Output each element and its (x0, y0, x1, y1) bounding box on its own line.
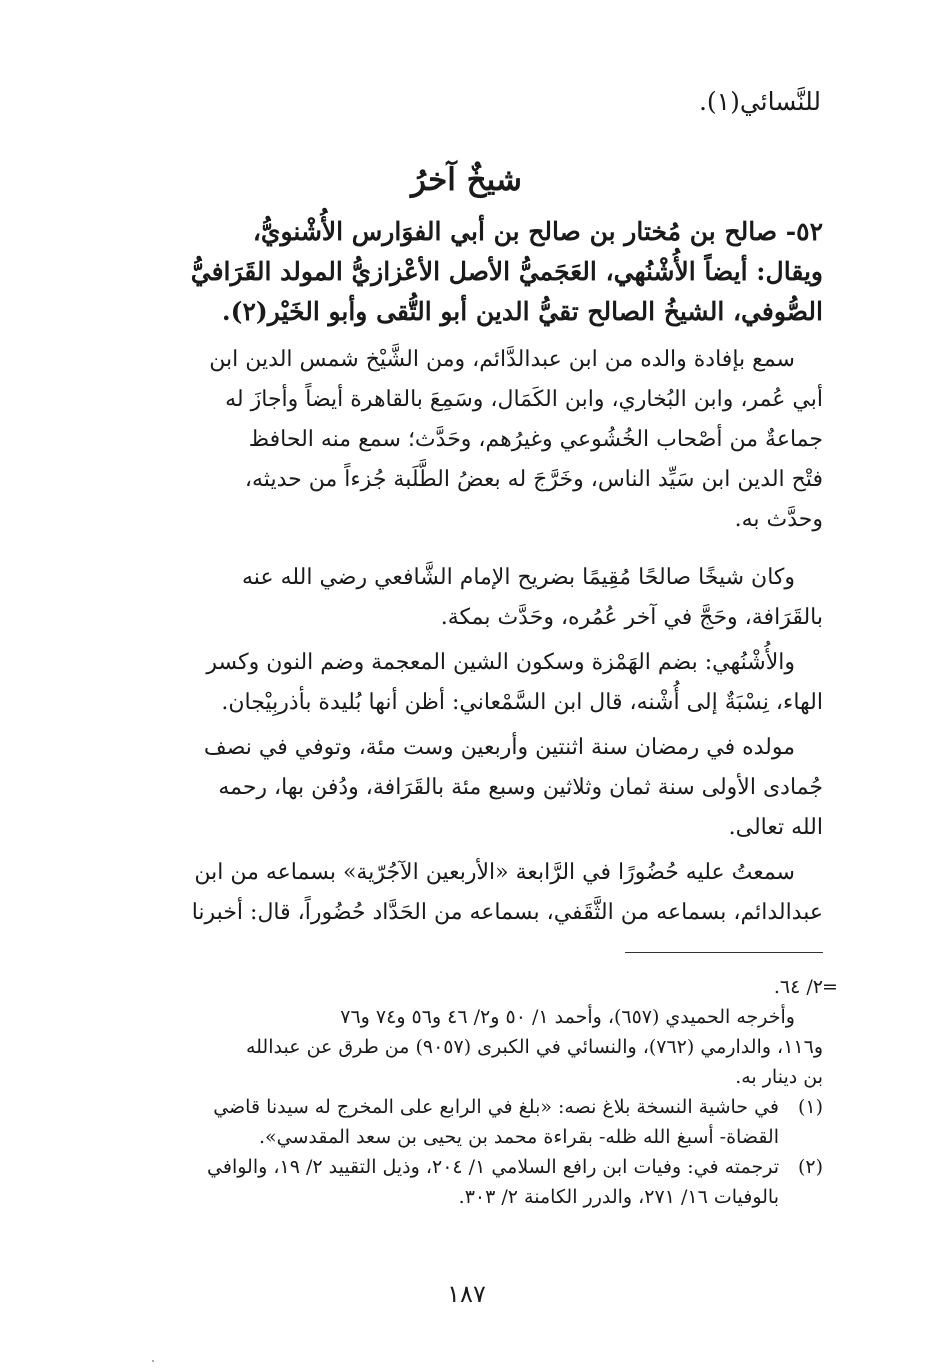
paragraph-5 (111, 853, 823, 933)
scan-speck (152, 1360, 154, 1362)
section-heading: شيخٌ آخرُ (410, 162, 522, 198)
text-line: سمعتُ عليه حُضُورًا في الرَّابعة «الأربعين الآجُرّية» بسماعه من ابن (194, 860, 795, 885)
text-line: وحدَّث به. (734, 507, 823, 532)
footnote-2 (111, 1152, 823, 1182)
footnote-line: بن دينار به. (735, 1066, 823, 1088)
text-line: الله تعالى. (728, 815, 823, 840)
text-line: بالقَرَافة، وحَجَّ في آخر عُمُره، وحَدَّث بمكة. (440, 605, 823, 630)
text-line: جُمادى الأولى سنة ثمان وثلاثين وسبع مئة بالقَرَافة، ودُفن بها، رحمه (218, 775, 823, 800)
entry-title-line: الصُّوفي، الشيخُ الصالح تقيُّ الدين أبو التُّقى وأبو الخَيْر(٢). (221, 297, 823, 326)
footnote-line: وأخرجه الحميدي (٦٥٧)، وأحمد ١/ ٥٠ و٢/ ٤٦ و٥٦ و٧٤ و٧٦ (340, 1006, 795, 1028)
footnote-line: ٢/ ٦٤. (773, 976, 823, 998)
paragraph-3 (111, 643, 823, 723)
footnote-divider (625, 952, 823, 953)
paragraph-4 (111, 728, 823, 848)
footnote-line: القضاة- أسبغ الله ظله- بقراءة محمد بن يحيى بن سعد المقدسي». (258, 1126, 779, 1148)
footnote-number: (٢) (797, 1156, 823, 1178)
entry-title-line: ويقال: أيضاً الأُشْنُهي، العَجَميُّ الأصل الأعْزازيُّ المولد القَرَافيُّ (190, 257, 823, 286)
text-line: أبي عُمر، وابن البُخاري، وابن الكَمَال، وسَمِعَ بالقاهرة أيضاً وأجازَ له (225, 387, 823, 412)
footnote-text: في حاشية النسخة بلاغ نصه: «بلغ في الرابع على المخرج له سيدنا قاضي (213, 1096, 779, 1118)
text-line: مولده في رمضان سنة اثنتين وأربعين وست مئة، وتوفي في نصف (203, 735, 795, 760)
text-line: والأُشْنُهي: بضم الهَمْزة وسكون الشين المعجمة وضم النون وكسر (206, 650, 795, 675)
carry-over-line: للنَّسائي(١). (698, 87, 821, 116)
entry-title (111, 212, 823, 332)
text-line: جماعةٌ من أصْحاب الخُشُوعي وغيرُهم، وحَدَّث؛ سمع منه الحافظ (248, 427, 823, 452)
text-line: الهاء، نِسْبَةٌ إلى أُشْنه، قال ابن السَّمْعاني: أظن أنها بُليدة بأذربِيْجان. (221, 690, 823, 715)
entry-title-line: ٥٢- صالح بن مُختار بن صالح بن أبي الفوَارس الأُشْنويُّ، (252, 217, 823, 246)
footnote-line: و١١٦، والدارمي (٧٦٢)، والنسائي في الكبرى (٩٠٥٧) من طرق عن عبدالله (245, 1036, 823, 1058)
footnotes (111, 972, 823, 1212)
text-line: فتْح الدين ابن سَيِّد الناس، وخَرَّجَ له بعضُ الطَّلَبة جُزءاً من حديثه، (244, 467, 823, 492)
text-line: سمع بإفادة والده من ابن عبدالدَّائم، ومن الشَّيْخ شمس الدين ابن (209, 347, 795, 372)
footnote-number: (١) (797, 1096, 823, 1118)
paragraph-1 (111, 340, 823, 540)
text-line: وكان شيخًا صالحًا مُقِيمًا بضريح الإمام الشَّافعي رضي الله عنه (242, 565, 795, 590)
paragraph-2 (111, 558, 823, 638)
page-number: ١٨٧ (447, 1280, 486, 1308)
text-line: عبدالدائم، بسماعه من الثَّقَفي، بسماعه من الحَدَّاد حُضُوراً، قال: أخبرنا (191, 900, 823, 925)
footnote-line: بالوفيات ١٦/ ٢٧١، والدرر الكامنة ٢/ ٣٠٣. (458, 1186, 779, 1208)
footnote-1 (111, 1092, 823, 1122)
footnote-text: ترجمته في: وفيات ابن رافع السلامي ١/ ٢٠٤، وذيل التقييد ٢/ ١٩، والوافي (207, 1156, 779, 1178)
footnote-continuation-mark: = (822, 976, 838, 998)
